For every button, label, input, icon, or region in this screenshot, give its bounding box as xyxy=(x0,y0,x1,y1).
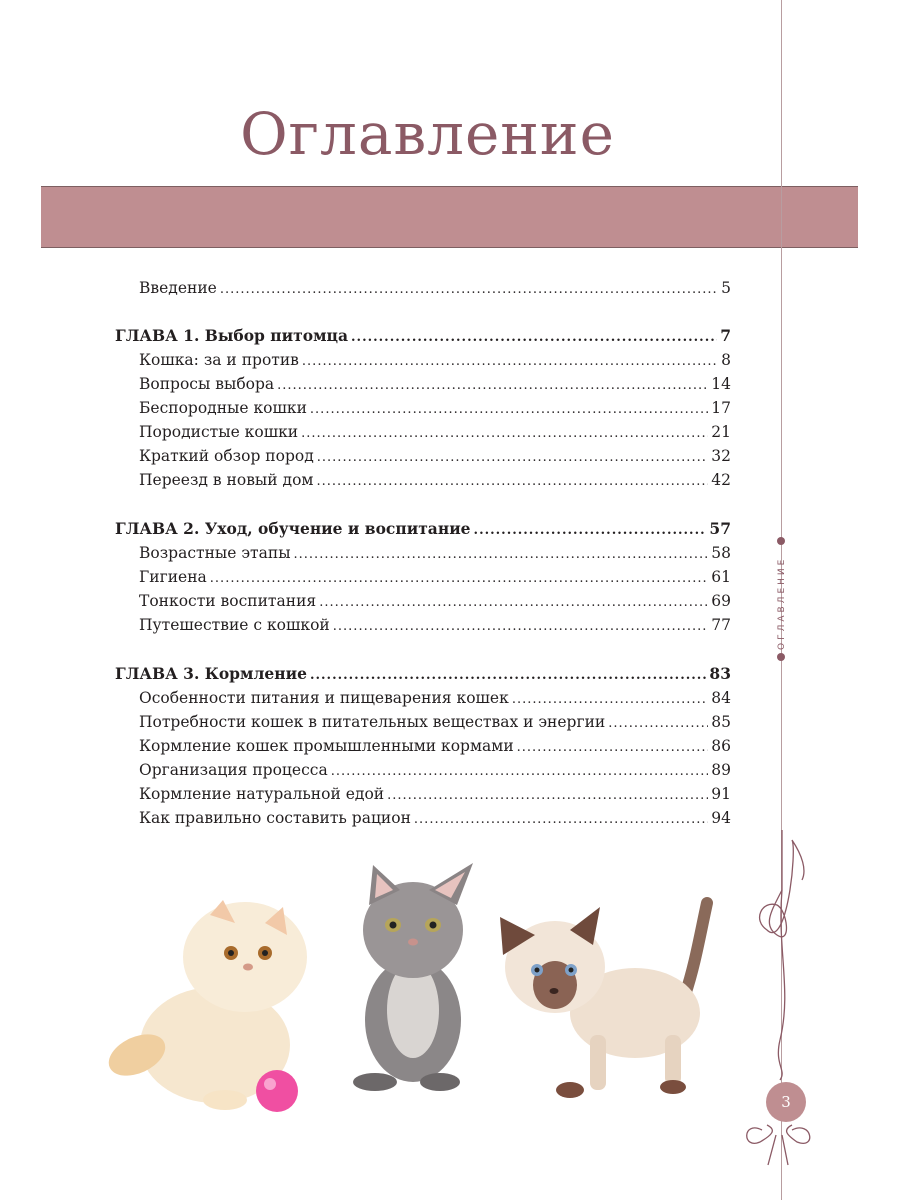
toc-leader-dots xyxy=(333,616,708,638)
toc-leader-dots xyxy=(210,568,708,590)
toc-entry-title: Тонкости воспитания xyxy=(139,592,317,610)
toc-entry-page: 84 xyxy=(711,689,731,707)
toc-entry-page: 58 xyxy=(711,544,731,562)
toc-chapter-1[interactable] xyxy=(115,325,731,347)
toc-entry-page: 42 xyxy=(711,471,731,489)
toc-entry[interactable] xyxy=(139,807,731,829)
toc-leader-dots xyxy=(317,447,708,469)
toc-entry-page: 5 xyxy=(721,279,731,297)
toc-entry-title: Переезд в новый дом xyxy=(139,471,314,489)
toc-entry-page: 86 xyxy=(711,737,731,755)
toc-entry-page: 69 xyxy=(711,592,731,610)
toc-leader-dots xyxy=(351,327,717,349)
toc-entry[interactable] xyxy=(139,566,731,588)
toc-entry-title: Породистые кошки xyxy=(139,423,299,441)
toc-entry[interactable] xyxy=(139,397,731,419)
toc-chapter-2[interactable] xyxy=(115,518,731,540)
title-band xyxy=(41,186,858,248)
toc-entry-page: 94 xyxy=(711,809,731,827)
toc-leader-dots xyxy=(220,279,718,301)
toc-entry[interactable] xyxy=(139,445,731,467)
toc-entry-title: Краткий обзор пород xyxy=(139,447,314,465)
toc-leader-dots xyxy=(517,737,709,759)
page-number: 3 xyxy=(766,1082,806,1122)
toc-entry[interactable] xyxy=(139,349,731,371)
toc-entry[interactable] xyxy=(139,711,731,733)
toc-entry-title: Гигиена xyxy=(139,568,207,586)
tabby-kitten-image xyxy=(345,860,480,1095)
side-dot-top xyxy=(777,537,785,545)
toc-chapter-page: 83 xyxy=(709,664,731,683)
toc-chapter-page: 7 xyxy=(720,326,731,345)
toc-entry[interactable] xyxy=(139,759,731,781)
toc-entry-title: Кормление натуральной едой xyxy=(139,785,385,803)
toc-entry-title: Кошка: за и против xyxy=(139,351,299,369)
toc-entry[interactable] xyxy=(139,590,731,612)
side-dot-bottom xyxy=(777,653,785,661)
toc-entry[interactable] xyxy=(139,783,731,805)
toc-entry-page: 8 xyxy=(721,351,731,369)
siamese-kitten-image xyxy=(495,895,720,1110)
toc-leader-dots xyxy=(512,689,708,711)
toc-entry-title: Потребности кошек в питательных веществах и энергии xyxy=(139,713,606,731)
toc-leader-dots xyxy=(387,785,708,807)
toc-entry-title: Вопросы выбора xyxy=(139,375,275,393)
toc-leader-dots xyxy=(331,761,709,783)
toc-chapter-page: 57 xyxy=(709,519,731,538)
toc-leader-dots xyxy=(302,351,718,373)
toc-leader-dots xyxy=(310,399,708,421)
page-title: Оглавление xyxy=(240,100,615,168)
toc-entry-page: 89 xyxy=(711,761,731,779)
toc-entry[interactable] xyxy=(139,687,731,709)
toc-leader-dots xyxy=(277,375,708,397)
toc-entry-title: Беспородные кошки xyxy=(139,399,307,417)
toc-entry-title: Как правильно составить рацион xyxy=(139,809,411,827)
toc-entry[interactable] xyxy=(139,614,731,636)
toc-entry-page: 21 xyxy=(711,423,731,441)
toc-entry-page: 61 xyxy=(711,568,731,586)
toc-leader-dots xyxy=(608,713,708,735)
toc-entry-page: 32 xyxy=(711,447,731,465)
toc-chapter-title: ГЛАВА 3. Кормление xyxy=(115,664,307,683)
toc-entry[interactable] xyxy=(139,421,731,443)
toc-entry-title: Особенности питания и пищеварения кошек xyxy=(139,689,509,707)
toc-entry-page: 14 xyxy=(711,375,731,393)
toc-entry-title: Организация процесса xyxy=(139,761,328,779)
toc-leader-dots xyxy=(414,809,708,831)
toc-chapter-3[interactable] xyxy=(115,663,731,685)
toc-entry-page: 77 xyxy=(711,616,731,634)
toc-entry[interactable] xyxy=(139,373,731,395)
toc-leader-dots xyxy=(301,423,708,445)
toc-leader-dots xyxy=(316,471,708,493)
toc-entry-title: Возрастные этапы xyxy=(139,544,291,562)
toc-entry[interactable] xyxy=(139,735,731,757)
toc-entry-page: 85 xyxy=(711,713,731,731)
toc-leader-dots xyxy=(474,520,707,542)
toc-entry-page: 17 xyxy=(711,399,731,417)
side-section-label: ОГЛАВЛЕНИЕ xyxy=(777,556,787,650)
toc-entry-page: 91 xyxy=(711,785,731,803)
toc-chapter-title: ГЛАВА 2. Уход, обучение и воспитание xyxy=(115,519,471,538)
toc-entry[interactable] xyxy=(139,469,731,491)
toc-chapter-title: ГЛАВА 1. Выбор питомца xyxy=(115,326,349,345)
toc-leader-dots xyxy=(319,592,708,614)
toc-entry-intro[interactable] xyxy=(139,277,731,299)
toc-entry[interactable] xyxy=(139,542,731,564)
toc-entry-title: Введение xyxy=(139,279,217,297)
toc-leader-dots xyxy=(310,665,706,687)
persian-kitten-image xyxy=(105,895,320,1115)
toc-entry-title: Кормление кошек промышленными кормами xyxy=(139,737,514,755)
toc-entry-title: Путешествие с кошкой xyxy=(139,616,330,634)
toc-leader-dots xyxy=(294,544,709,566)
